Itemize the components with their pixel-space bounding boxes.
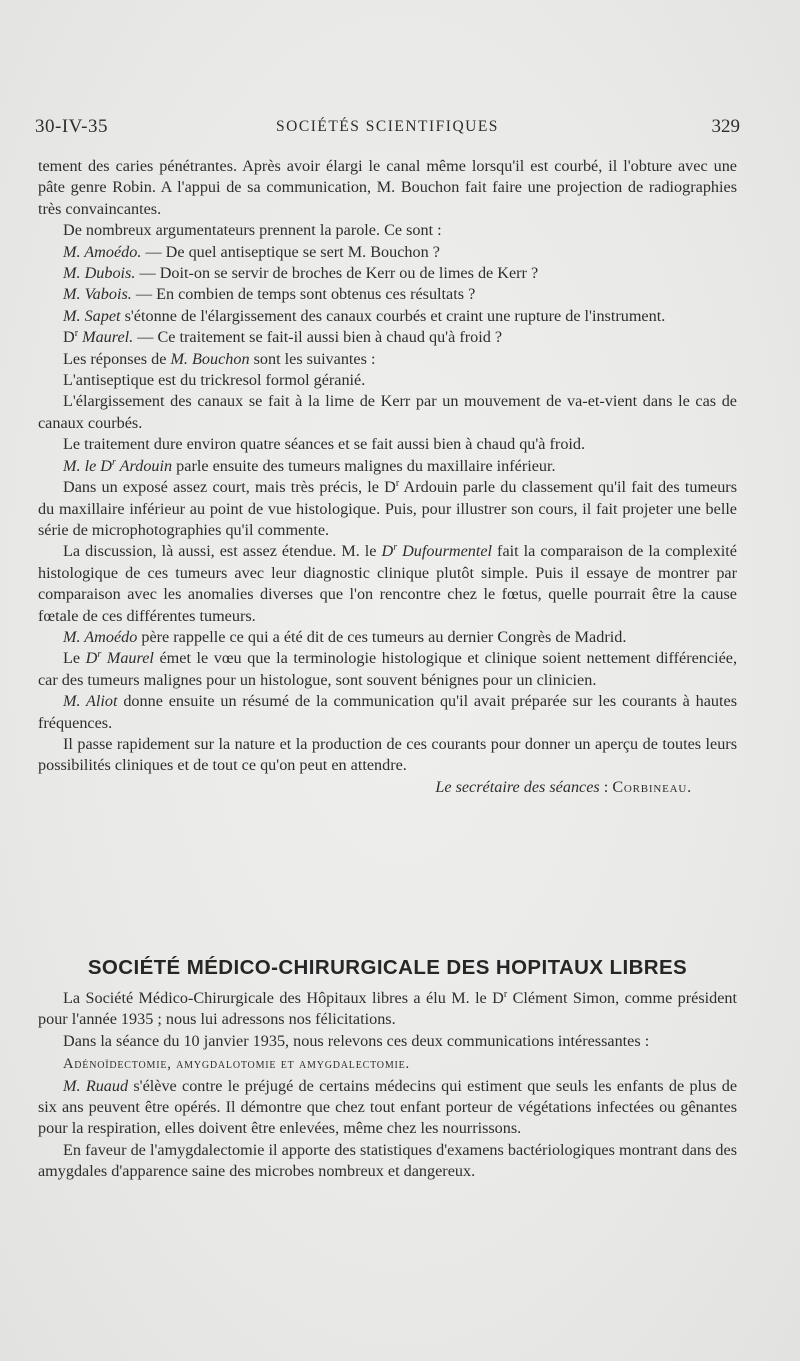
paragraph — [38, 541, 737, 627]
speaker-name: M. Sapet — [63, 306, 121, 325]
paragraph: En faveur de l'amygdalectomie il apporte des statistiques d'examens bactériologiques montrant dans des amygdales d'apparence saine des microbes nombreux et dangereux. — [38, 1140, 737, 1181]
paragraph: De nombreux argumentateurs prennent la parole. Ce sont : — [63, 221, 442, 240]
text-run: La discussion, là aussi, est assez étendue. M. le — [63, 542, 382, 561]
section-societe-text — [38, 156, 737, 798]
paragraph — [38, 691, 737, 734]
header-date: 30-IV-35 — [35, 116, 108, 137]
paragraph — [38, 627, 737, 648]
text-run: Clément Simon, comme président pour l'année 1935 ; nous lui adressons nos félicitations. — [38, 989, 738, 1029]
text-run: La Société Médico-Chirurgicale des Hôpitaux libres a élu M. le D — [63, 989, 504, 1007]
question-dubois — [38, 263, 737, 284]
speaker-name: M. Vabois. — [63, 285, 132, 304]
question-text: — Doit-on se servir de broches de Kerr ou de limes de Kerr ? — [135, 264, 539, 283]
question-vabois — [38, 284, 737, 305]
text-run: Le — [63, 649, 86, 668]
text-run: parle ensuite des tumeurs malignes du maxillaire inférieur. — [172, 456, 556, 475]
question-text: — Ce traitement se fait-il aussi bien à chaud qu'à froid ? — [133, 328, 503, 347]
paragraph: Il passe rapidement sur la nature et la production de ces courants pour donner un aperçu de toutes leurs possibilités cliniques et de tout ce qu'on peut en attendre. — [38, 734, 737, 775]
header-title: SOCIÉTÉS SCIENTIFIQUES — [276, 118, 499, 135]
response-3: Le traitement dure environ quatre séances et se fait aussi bien à chaud qu'à froid. — [63, 435, 586, 454]
signature-line — [38, 777, 737, 798]
speaker-name: M. le D — [63, 456, 112, 475]
text-run: Ardouin parle du classement qu'il fait des tumeurs du maxillaire inférieur au point de vue histologique. Puis, pour illustrer son cours, il fait projeter une belle série de microphotographies qu'il commente. — [38, 478, 737, 539]
title-dr: D — [381, 542, 394, 561]
title-sup: r — [395, 478, 400, 490]
speaker-name: M. Aliot — [63, 692, 118, 711]
speaker-name: Ardouin — [115, 456, 173, 475]
responses-intro — [38, 349, 737, 370]
paragraph — [38, 477, 737, 541]
text-run: fait la comparaison de la complexité histologique de ces tumeurs avec leur diagnostic clinique plutôt simple. Puis il essaye de montrer par comparaison avec les anomalies diverses que l'on rencontre chez le fœtus, quelle pourrait être la cause fœtale de ces différentes tumeurs. — [38, 542, 737, 625]
speaker-name: Maurel. — [78, 328, 134, 347]
text-run: père rappelle ce qui a été dit de ces tumeurs au dernier Congrès de Madrid. — [137, 627, 627, 646]
response-2: L'élargissement des canaux se fait à la lime de Kerr par un mouvement de va-et-vient dans le cas de canaux courbés. — [38, 392, 737, 432]
speaker-name: M. Ruaud — [63, 1076, 129, 1095]
section-hopitaux-text — [38, 988, 737, 1183]
title-dr: D — [63, 328, 75, 347]
speaker-name: M. Dubois. — [63, 264, 136, 283]
paragraph — [38, 648, 737, 691]
paragraph: Dans la séance du 10 janvier 1935, nous relevons ces deux communications intéressantes : — [63, 1031, 650, 1050]
text-run: émet le vœu que la terminologie histologique et clinique soient nettement différenciée, car des tumeurs malignes pour un histologue, sont souvent bénignes pour un clinicien. — [38, 649, 737, 689]
paragraph — [38, 988, 737, 1031]
section-heading: SOCIÉTÉ MÉDICO-CHIRURGICALE DES HOPITAUX LIBRES — [87, 956, 688, 979]
running-header — [35, 114, 740, 144]
response-1: L'antiseptique est du trickresol formol géranié. — [63, 371, 366, 390]
paragraph — [38, 1076, 737, 1140]
text-run: sont les suivantes : — [249, 349, 376, 368]
title-sup: r — [74, 328, 79, 340]
signature-name: Corbineau. — [612, 777, 692, 796]
text-run: : — [599, 777, 613, 796]
text-run: Les réponses de — [63, 349, 171, 368]
paragraph-ardouin — [38, 456, 737, 477]
question-sapet — [38, 306, 737, 327]
text-run: Dans un exposé assez court, mais très précis, le D — [63, 478, 396, 497]
question-text: — En combien de temps sont obtenus ces résultats ? — [131, 285, 476, 304]
title-sup: r — [393, 542, 398, 554]
speaker-name: M. Amoédo — [63, 627, 138, 646]
speaker-name: M. Bouchon — [170, 349, 250, 368]
text-run: donne ensuite un résumé de la communication qu'il avait préparée sur les courants à hautes fréquences. — [38, 692, 737, 732]
paragraph: tement des caries pénétrantes. Après avoir élargi le canal même lorsqu'il est courbé, il l'obture avec une pâte genre Robin. A l'appui de sa communication, M. Bouchon fait faire une projection de radiographies très convaincantes. — [38, 157, 737, 218]
title-sup: r — [97, 649, 102, 661]
title-sup: r — [112, 456, 116, 468]
page-number: 329 — [711, 116, 740, 137]
question-text: — De quel antiseptique se sert M. Bouchon ? — [141, 242, 440, 261]
question-amoedo — [38, 242, 737, 263]
question-maurel — [38, 327, 737, 348]
speaker-name: Dufourmentel — [397, 542, 493, 561]
signature-label: Le secrétaire des séances — [435, 777, 600, 796]
subheading: Adénoïdectomie, amygdalotomie et amygdalectomie. — [63, 1056, 410, 1073]
title-dr: D — [85, 649, 98, 668]
speaker-name: M. Amoédo. — [63, 242, 142, 261]
speaker-name: Maurel — [101, 649, 154, 668]
text-run: s'élève contre le préjugé de certains médecins qui estiment que seuls les enfants de plus de six ans peuvent être opérés. Il démontre que chez tout enfant porteur de végétations infectées ou gênantes pour la respiration, elles doivent être enlevées, même chez les nourrissons. — [38, 1076, 737, 1138]
signature — [435, 777, 692, 798]
title-sup: r — [503, 989, 508, 1000]
question-text: s'étonne de l'élargissement des canaux courbés et craint une rupture de l'instrument. — [120, 306, 666, 325]
